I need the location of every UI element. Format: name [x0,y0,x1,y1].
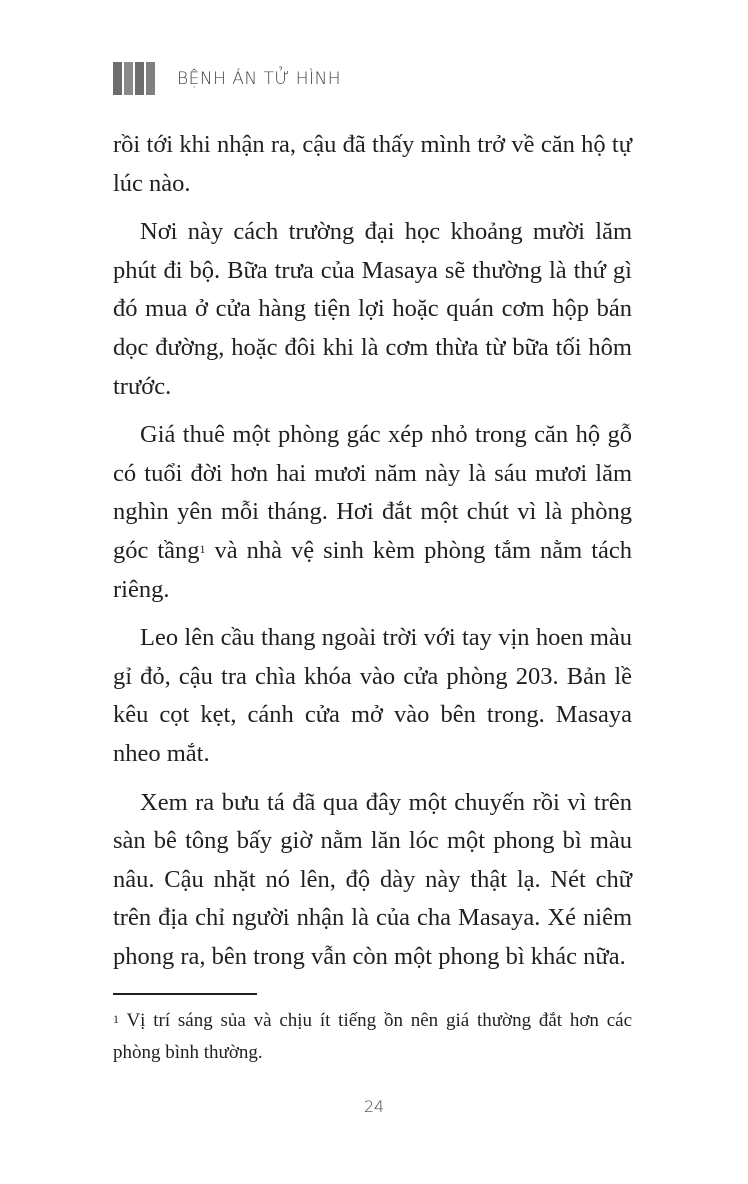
running-header [113,62,341,95]
paragraph-text: Giá thuê một phòng gác xép nhỏ trong căn hộ gỗ có tuổi đời hơn hai mươi năm này là sáu mươi lăm nghìn yên mỗi tháng. Hơi đắt một chút vì là phòng góc tầng [113,421,632,564]
footnote-text: Vị trí sáng sủa và chịu ít tiếng ồn nên giá thường đắt hơn các phòng bình thường. [113,1010,632,1063]
paragraph: rồi tới khi nhận ra, cậu đã thấy mình trở về căn hộ tự lúc nào. [113,131,632,197]
prison-bars-hands-icon [113,62,155,95]
footnote-mark: 1 [113,1012,119,1026]
paragraph-text: và nhà vệ sinh kèm phòng tắm nằm tách riêng. [113,536,632,603]
page-number: 24 [363,1097,385,1116]
body-text [113,126,632,986]
paragraph: Leo lên cầu thang ngoài trời với tay vịn hoen màu gỉ đỏ, cậu tra chìa khóa vào cửa phòng 203. Bản lề kêu cọt kẹt, cánh cửa mở vào bên trong. Masaya nheo mắt. [113,624,632,767]
paragraph: Xem ra bưu tá đã qua đây một chuyến rồi vì trên sàn bê tông bấy giờ nằm lăn lóc một phong bì màu nâu. Cậu nhặt nó lên, độ dày này thật lạ. Nét chữ trên địa chỉ người nhận là của cha Masaya. Xé niêm phong ra, bên trong vẫn còn một phong bì khác nữa. [113,788,632,970]
footnote [113,1005,632,1069]
paragraph [113,416,632,609]
book-title: BỆNH ÁN TỬ HÌNH [177,68,342,89]
footnote-divider [113,993,257,995]
footnote-ref: 1 [199,541,206,556]
paragraph: Nơi này cách trường đại học khoảng mười lăm phút đi bộ. Bữa trưa của Masaya sẽ thường là thứ gì đó mua ở cửa hàng tiện lợi hoặc quán cơm hộp bán dọc đường, hoặc đôi khi là cơm thừa từ bữa tối hôm trước. [113,218,632,400]
